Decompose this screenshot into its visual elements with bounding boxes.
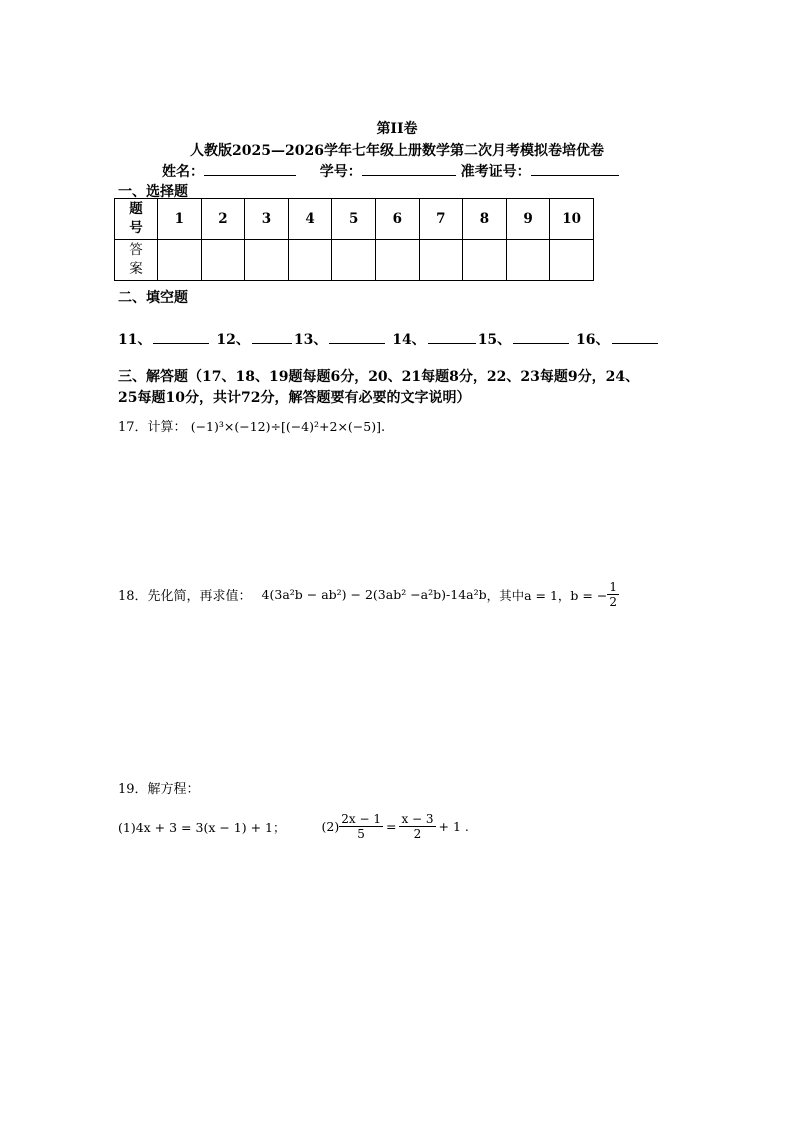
q19-right-num: x − 3: [401, 812, 434, 826]
table-row-numbers: [115, 199, 594, 240]
q18-frac-num: 1: [609, 580, 617, 594]
row1-label-top: 题: [129, 201, 143, 217]
answer-cell[interactable]: [419, 240, 463, 281]
q19-part1: (1)4x + 3 = 3(x − 1) + 1；: [118, 819, 286, 835]
student-info-line: [162, 161, 619, 181]
name-blank[interactable]: [204, 161, 296, 176]
q17-suffix: .: [380, 420, 386, 435]
answer-cell[interactable]: [506, 240, 550, 281]
number-cell: 2: [201, 199, 245, 240]
fill-label-15: 15、: [477, 332, 512, 348]
section1-heading: 一、选择题: [118, 184, 188, 200]
q18-frac-den: 2: [609, 595, 617, 609]
number-cell: 8: [463, 199, 507, 240]
answer-table: [114, 198, 594, 281]
q18-prefix: 18．先化简，再求值：: [118, 589, 252, 604]
answer-cell[interactable]: [332, 240, 376, 281]
answer-cell[interactable]: [245, 240, 289, 281]
q17-expression: (−1)³×(−12)÷[(−4)²+2×(−5)]: [190, 419, 381, 434]
q19-left-fraction: [339, 812, 383, 841]
id-blank[interactable]: [362, 161, 456, 176]
fill-label-13: 13、: [293, 332, 328, 348]
id-label: 学号：: [319, 164, 362, 180]
row2-label-top: 答: [129, 242, 143, 258]
section3-heading-line2: 25每题10分，共计72分，解答题要有必要的文字说明）: [118, 390, 471, 406]
fill-blank-16[interactable]: [612, 329, 658, 344]
row2-label-bottom: 案: [129, 261, 143, 277]
paper-title: 人教版2025—2026学年七年级上册数学第二次月考模拟卷培优卷: [190, 143, 604, 159]
question-19: 19．解方程：: [118, 782, 200, 797]
table-row-answers: [115, 240, 594, 281]
q18-fraction: [607, 580, 619, 609]
fill-blank-11[interactable]: [153, 329, 209, 344]
exam-blank[interactable]: [531, 161, 619, 176]
answer-cell[interactable]: [201, 240, 245, 281]
fill-label-12: 12、: [216, 332, 250, 348]
q19-part2-label: (2): [321, 819, 340, 834]
q17-prefix: 17．计算：: [118, 420, 187, 435]
fill-blank-12[interactable]: [252, 329, 292, 344]
section2-heading: 二、填空题: [118, 290, 188, 306]
fill-blank-14[interactable]: [428, 329, 476, 344]
q19-right-fraction: [399, 812, 435, 841]
q19-left-num: 2x − 1: [341, 812, 381, 826]
question-17: [118, 416, 385, 435]
fill-blank-13[interactable]: [329, 329, 385, 344]
fill-blank-15[interactable]: [513, 329, 569, 344]
q18-expression: 4(3a²b − ab²) − 2(3ab² −a²b)-14a²b: [261, 587, 487, 602]
answer-cell[interactable]: [463, 240, 507, 281]
number-cell: 1: [158, 199, 202, 240]
fill-label-14: 14、: [392, 332, 426, 348]
row1-label-bottom: 号: [129, 220, 143, 236]
q18-condition: ，其中a = 1，b = −: [486, 587, 608, 603]
answer-cell[interactable]: [550, 240, 594, 281]
number-cell: 4: [288, 199, 332, 240]
q19-equals: =: [385, 819, 397, 834]
q19-part2-suffix: + 1 .: [438, 819, 469, 834]
volume-title: 第II卷: [376, 121, 418, 137]
number-cell: 10: [550, 199, 594, 240]
question-19-parts: [118, 812, 469, 841]
row1-header: [115, 199, 158, 240]
answer-cell[interactable]: [288, 240, 332, 281]
answer-cell[interactable]: [375, 240, 419, 281]
fill-label-16: 16、: [576, 332, 610, 348]
number-cell: 9: [506, 199, 550, 240]
number-cell: 7: [419, 199, 463, 240]
section3-heading-line1: 三、解答题（17、18、19题每题6分，20、21每题8分，22、23每题9分，24、: [118, 369, 640, 385]
row2-header: [115, 240, 158, 281]
number-cell: 6: [375, 199, 419, 240]
name-label: 姓名：: [162, 164, 204, 180]
q19-left-den: 5: [357, 827, 365, 841]
fill-blank-line: [118, 329, 660, 349]
number-cell: 5: [332, 199, 376, 240]
answer-cell[interactable]: [158, 240, 202, 281]
question-18: [118, 580, 619, 609]
number-cell: 3: [245, 199, 289, 240]
fill-label-11: 11、: [118, 332, 152, 348]
exam-label: 准考证号：: [460, 164, 531, 180]
q19-right-den: 2: [413, 827, 422, 841]
